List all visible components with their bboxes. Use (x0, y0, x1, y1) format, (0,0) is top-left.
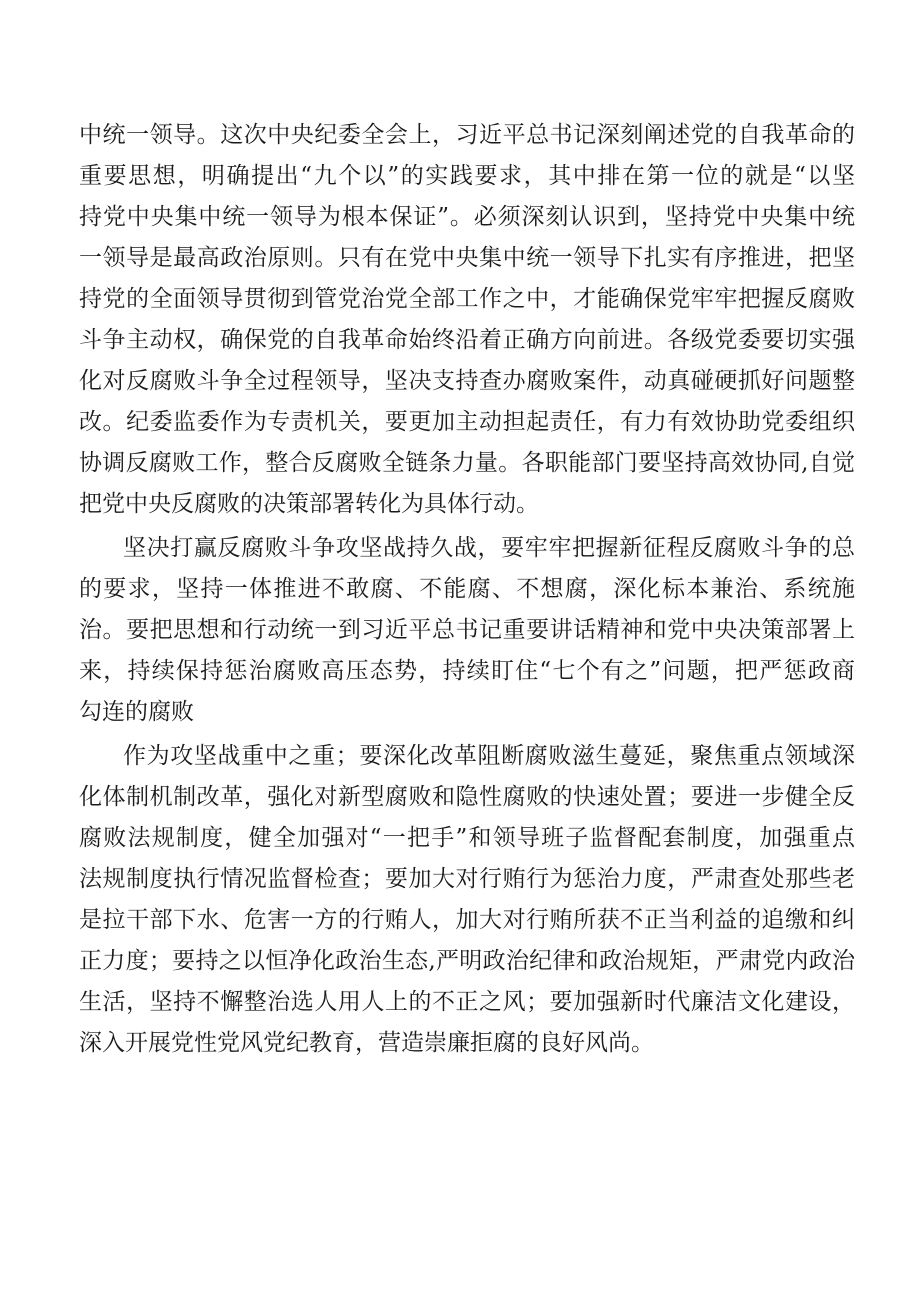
text-line: 持党中央集中统一领导为根本保证”。必须深刻认识到，坚持党中央集中统 (79, 204, 855, 230)
text-line: 坚决打赢反腐败斗争攻坚战持久战，要牢牢把握新征程反腐败斗争的总 (123, 535, 855, 561)
text-line: 法规制度执行情况监督检查；要加大对行贿行为惩治力度，严肃查处那些老 (79, 866, 855, 892)
text-line: 生活，坚持不懈整治选人用人上的不正之风；要加强新时代廉洁文化建设， (79, 989, 855, 1015)
text-line: 来，持续保持惩治腐败高压态势，持续盯住“七个有之”问题，把严惩政商 (79, 658, 855, 684)
text-line: 正力度；要持之以恒净化政治生态,严明政治纪律和政治规矩，严肃党内政治 (79, 948, 855, 974)
text-line: 中统一领导。这次中央纪委全会上，习近平总书记深刻阐述党的自我革命的 (79, 122, 855, 148)
text-line: 作为攻坚战重中之重；要深化改革阻断腐败滋生蔓延，聚焦重点领域深 (123, 743, 855, 769)
text-line: 腐败法规制度，健全加强对“一把手”和领导班子监督配套制度，加强重点 (79, 825, 855, 851)
text-line: 一领导是最高政治原则。只有在党中央集中统一领导下扎实有序推进，把坚 (79, 245, 855, 271)
text-line: 协调反腐败工作，整合反腐败全链条力量。各职能部门要坚持高效协同,自觉 (79, 450, 855, 476)
text-line: 重要思想，明确提出“九个以”的实践要求，其中排在第一位的就是“以坚 (79, 163, 855, 189)
text-line: 把党中央反腐败的决策部署转化为具体行动。 (79, 491, 539, 517)
text-line: 深入开展党性党风党纪教育，营造崇廉拒腐的良好风尚。 (79, 1030, 654, 1056)
text-line: 的要求，坚持一体推进不敢腐、不能腐、不想腐，深化标本兼治、系统施 (79, 576, 855, 602)
text-line: 治。要把思想和行动统一到习近平总书记重要讲话精神和党中央决策部署上 (79, 617, 855, 643)
text-line: 勾连的腐败 (79, 699, 194, 725)
text-line: 化对反腐败斗争全过程领导，坚决支持查办腐败案件，动真碰硬抓好问题整 (79, 368, 855, 394)
text-line: 改。纪委监委作为专责机关，要更加主动担起责任，有力有效协助党委组织 (79, 409, 855, 435)
text-line: 化体制机制改革，强化对新型腐败和隐性腐败的快速处置；要进一步健全反 (79, 784, 855, 810)
text-line: 持党的全面领导贯彻到管党治党全部工作之中，才能确保党牢牢把握反腐败 (79, 286, 855, 312)
text-line: 是拉干部下水、危害一方的行贿人，加大对行贿所获不正当利益的追缴和纠 (79, 907, 855, 933)
text-line: 斗争主动权，确保党的自我革命始终沿着正确方向前进。各级党委要切实强 (79, 327, 855, 353)
